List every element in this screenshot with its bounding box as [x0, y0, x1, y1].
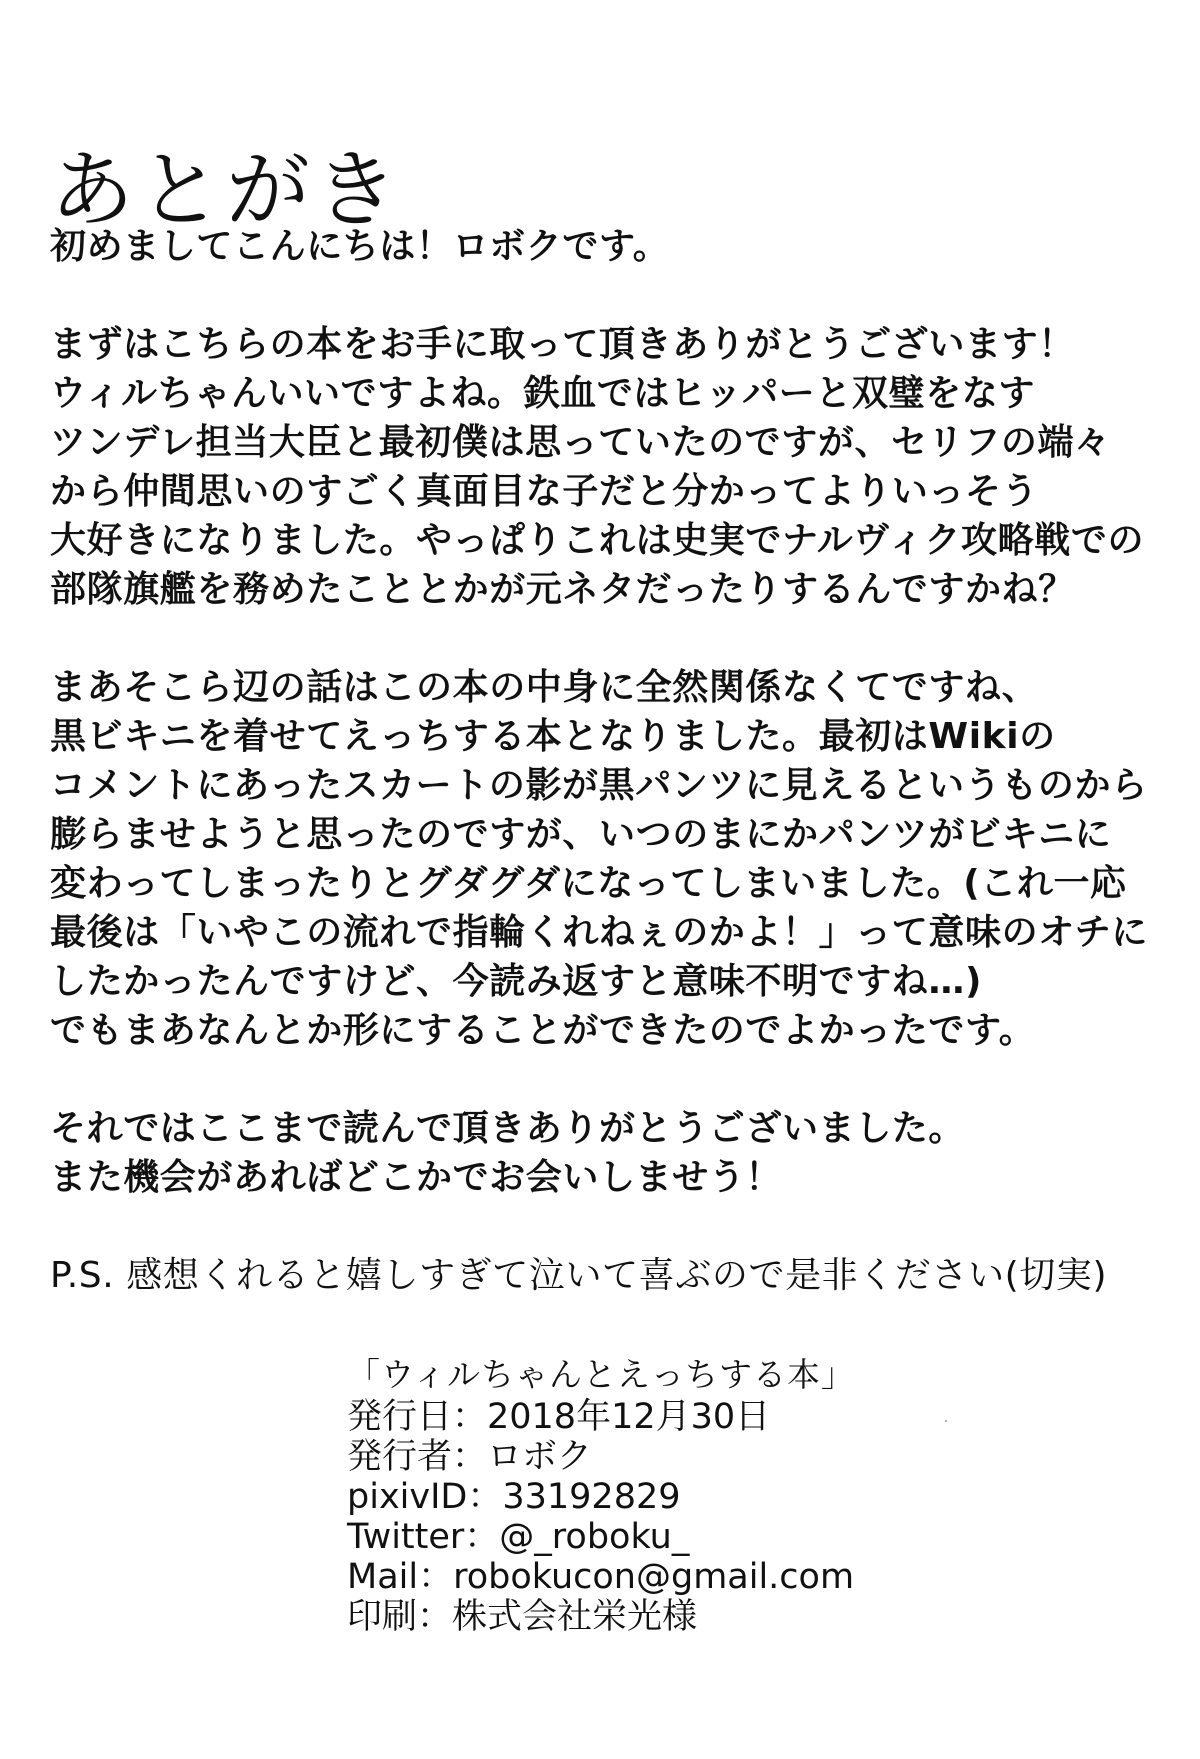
colophon-publisher: 発行者：ロボク: [347, 1437, 593, 1477]
page-title: あとがき: [50, 141, 403, 240]
paragraph-greeting: [50, 222, 1170, 271]
paragraph-thanks: [50, 320, 1170, 614]
colophon-printer: 印刷：株式会社栄光様: [347, 1597, 698, 1637]
text-line: 膨らませようと思ったのですが、いつのまにかパンツがビキニに: [50, 814, 1112, 855]
text-line: 初めましてこんにちは！ロボクです。: [50, 226, 670, 267]
text-line: でもまあなんとか形にすることができたのでよかったです。: [50, 1010, 1036, 1051]
text-line: まあそこら辺の話はこの本の中身に全然関係なくてですね、: [50, 667, 1039, 708]
colophon-book-title: 「ウィルちゃんとえっちする本」: [347, 1355, 856, 1394]
colophon-issue-date: 発行日：2018年12月30日: [347, 1397, 771, 1437]
afterword-body: [50, 222, 1170, 1300]
text-line: 部隊旗艦を務めたこととかが元ネタだったりするんですかね？: [50, 569, 1075, 610]
postscript: P.S. 感想くれると嬉しすぎて泣いて喜ぶので是非ください(切実): [50, 1255, 1108, 1296]
scan-speck: [945, 1420, 947, 1422]
text-line: 変わってしまったりとグダグダになってしまいました。(これ一応: [50, 863, 1127, 904]
colophon-pixiv-id: pixivID：33192829: [347, 1477, 681, 1517]
colophon-twitter: Twitter：@_roboku_: [347, 1517, 690, 1557]
text-line: 黒ビキニを着せてえっちする本となりました。最初はWikiの: [50, 716, 1056, 757]
text-line: したかったんですけど、今読み返すと意味不明ですね…): [50, 961, 983, 1002]
colophon-mail: Mail：robokucon@gmail.com: [347, 1557, 855, 1597]
text-line: ウィルちゃんいいですよね。鉄血ではヒッパーと双璧をなす: [50, 373, 1035, 414]
text-line: まずはこちらの本をお手に取って頂きありがとうございます！: [50, 324, 1075, 365]
text-line: また機会があればどこかでお会いしませう！: [50, 1157, 783, 1198]
text-line: から仲間思いのすごく真面目な子だと分かってよりいっそう: [50, 471, 1039, 512]
colophon: [347, 1355, 967, 1637]
text-line: それではここまで読んで頂きありがとうございました。: [50, 1108, 966, 1149]
paragraph-closing: [50, 1104, 1170, 1202]
text-line: 大好きになりました。やっぱりこれは史実でナルヴィク攻略戦での: [50, 520, 1145, 561]
text-line: コメントにあったスカートの影が黒パンツに見えるというものから: [50, 765, 1148, 806]
text-line: 最後は「いやこの流れで指輪くれねぇのかよ！」って意味のオチに: [50, 912, 1149, 953]
paragraph-story: [50, 663, 1170, 1055]
text-line: ツンデレ担当大臣と最初僕は思っていたのですが、セリフの端々: [50, 422, 1111, 463]
